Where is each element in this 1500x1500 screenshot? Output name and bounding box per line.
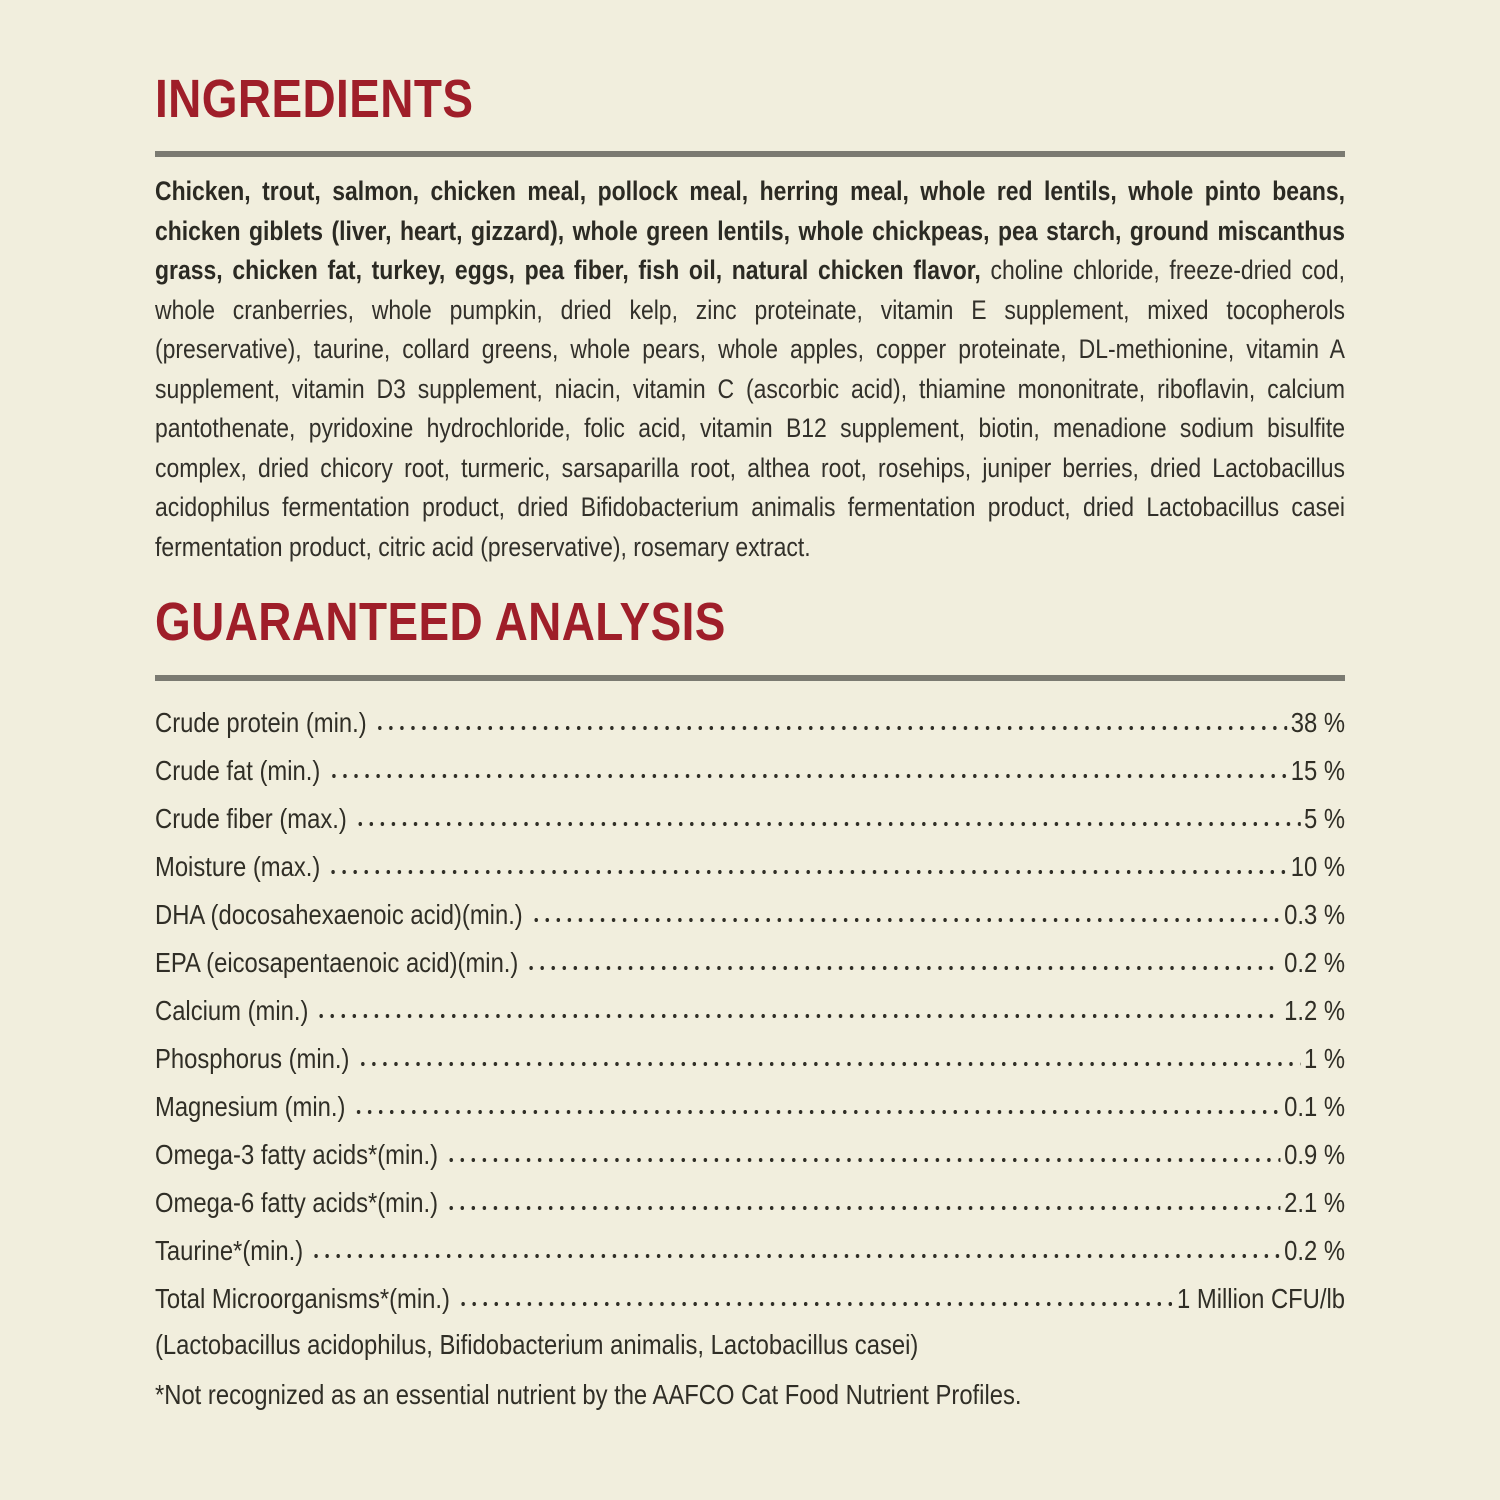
dotted-leader: [458, 1302, 1174, 1306]
label-content: [155, 70, 1345, 1417]
analysis-row-label: Crude fat (min.): [155, 754, 321, 786]
analysis-heading: GUARANTEED ANALYSIS: [155, 592, 726, 653]
microorganisms-note: (Lactobacillus acidophilus, Bifidobacterium animalis, Lactobacillus casei): [155, 1328, 919, 1360]
table-row: [155, 979, 1345, 1027]
analysis-row-label: Crude protein (min.): [155, 706, 367, 738]
dotted-leader: [446, 1158, 1281, 1162]
analysis-row-label: Crude fiber (max.): [155, 802, 347, 834]
dotted-leader: [530, 918, 1280, 922]
table-row: [155, 1123, 1345, 1171]
table-row: [155, 931, 1345, 979]
table-row: [155, 1171, 1345, 1219]
analysis-row-value: 0.9 %: [1284, 1138, 1345, 1170]
ingredients-heading: INGREDIENTS: [155, 69, 474, 129]
analysis-row-value: 1 Million CFU/lb: [1177, 1282, 1345, 1314]
analysis-row-value: 10 %: [1290, 850, 1345, 882]
dotted-leader: [354, 822, 1300, 826]
analysis-row-value: 15 %: [1290, 754, 1345, 786]
dotted-leader: [328, 870, 1287, 874]
analysis-row-value: 0.3 %: [1284, 898, 1345, 930]
dotted-leader: [353, 1110, 1281, 1114]
section-divider: [155, 151, 1345, 157]
analysis-row-value: 0.1 %: [1284, 1090, 1345, 1122]
dotted-leader: [446, 1206, 1281, 1210]
table-row: [155, 739, 1345, 787]
analysis-row-label: DHA (docosahexaenoic acid)(min.): [155, 898, 523, 930]
table-row: [155, 1075, 1345, 1123]
section-divider: [155, 675, 1345, 681]
analysis-row-value: 38 %: [1290, 706, 1345, 738]
table-row: [155, 883, 1345, 931]
table-row: [155, 1219, 1345, 1267]
aafco-footnote: *Not recognized as an essential nutrient by the AAFCO Cat Food Nutrient Profiles.: [155, 1378, 1022, 1410]
analysis-row-label: Total Microorganisms*(min.): [155, 1282, 450, 1314]
analysis-row-label: Phosphorus (min.): [155, 1042, 350, 1074]
analysis-row-value: 1 %: [1303, 1042, 1345, 1074]
analysis-row-value: 5 %: [1303, 802, 1345, 834]
dotted-leader: [374, 726, 1287, 730]
table-row: [155, 787, 1345, 835]
analysis-row-label: Taurine*(min.): [155, 1234, 304, 1266]
dotted-leader: [526, 966, 1281, 970]
dotted-leader: [316, 1014, 1281, 1018]
analysis-table: [155, 691, 1345, 1315]
ingredients-text: [155, 172, 1345, 567]
analysis-row-label: Omega-3 fatty acids*(min.): [155, 1138, 439, 1170]
table-row: [155, 835, 1345, 883]
analysis-row-value: 0.2 %: [1284, 946, 1345, 978]
ingredients-primary-list: Chicken, trout, salmon, chicken meal, pollock meal, herring meal, whole red lentils, whole pinto beans, chicken giblets (liver, heart, gizzard), whole green lentils, whole chickpeas, pea starch, ground miscanthus grass, chicken fat, turkey, eggs, pea fiber, fish oil, natural chicken flavor,: [155, 176, 1345, 286]
analysis-row-label: Calcium (min.): [155, 994, 309, 1026]
analysis-row-value: 2.1 %: [1284, 1186, 1345, 1218]
analysis-row-label: EPA (eicosapentaenoic acid)(min.): [155, 946, 519, 978]
table-row: [155, 1027, 1345, 1075]
analysis-row-label: Omega-6 fatty acids*(min.): [155, 1186, 439, 1218]
dotted-leader: [311, 1254, 1281, 1258]
dotted-leader: [357, 1062, 1300, 1066]
analysis-row-value: 1.2 %: [1284, 994, 1345, 1026]
table-row: [155, 1267, 1345, 1315]
analysis-row-label: Moisture (max.): [155, 850, 321, 882]
dotted-leader: [328, 774, 1287, 778]
table-row: [155, 691, 1345, 739]
analysis-row-label: Magnesium (min.): [155, 1090, 346, 1122]
analysis-row-value: 0.2 %: [1284, 1234, 1345, 1266]
ingredients-secondary-list: choline chloride, freeze-dried cod, whole cranberries, whole pumpkin, dried kelp, zinc proteinate, vitamin E supplement, mixed tocopherols (preservative), taurine, collard greens, whole pears, whole apples, copper proteinate, DL-methionine, vitamin A supplement, vitamin D3 supplement, niacin, vitamin C (ascorbic acid), thiamine mononitrate, riboflavin, calcium pantothenate, pyridoxine hydrochloride, folic acid, vitamin B12 supplement, biotin, menadione sodium bisulfite complex, dried chicory root, turmeric, sarsaparilla root, althea root, rosehips, juniper berries, dried Lactobacillus acidophilus fermentation product, dried Bifidobacterium animalis fermentation product, dried Lactobacillus casei fermentation product, citric acid (preservative), rosemary extract.: [155, 255, 1345, 562]
